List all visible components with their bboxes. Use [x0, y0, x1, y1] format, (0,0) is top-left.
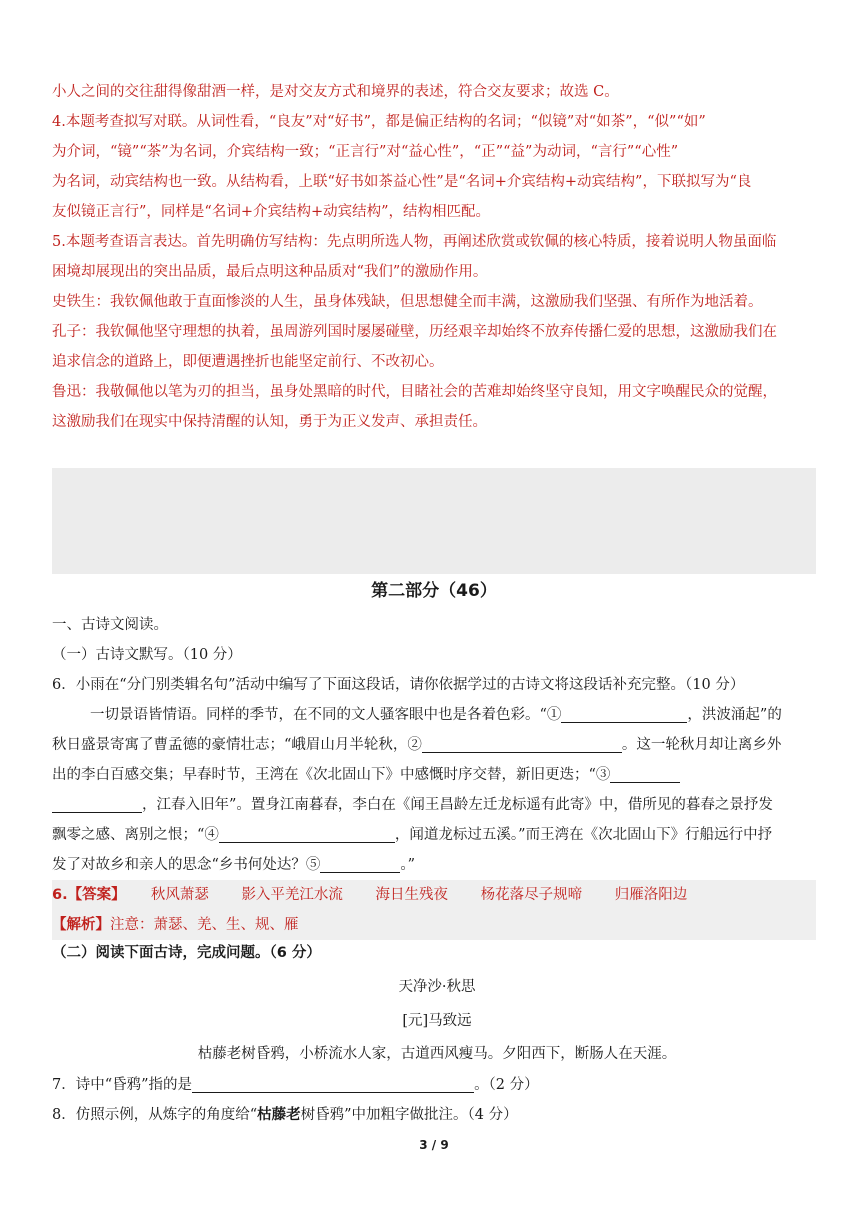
- q5-line-5: 追求信念的道路上，即便遭遇挫折也能坚定前行、不改初心。: [52, 354, 444, 370]
- q7-text: 。（2 分）: [474, 1077, 539, 1093]
- poem-title: 天净沙·秋思: [398, 979, 476, 995]
- blank-4: [219, 824, 395, 843]
- poem-section: [52, 938, 822, 1130]
- q6-text: 发了对故乡和亲人的思念“乡书何处达？⑤: [52, 857, 321, 873]
- q6-para-line-6: [52, 850, 822, 880]
- answer-item: 杨花落尽子规啼: [480, 887, 583, 903]
- q6-analysis-line: [52, 910, 822, 940]
- q8-text: 树昏鸦”中加粗字做批注。（4 分）: [300, 1107, 518, 1123]
- q6-answer-content: [52, 880, 822, 940]
- blank-3a: [610, 764, 680, 783]
- q7-blank: [192, 1074, 474, 1093]
- q6-text: 一切景语皆情语。同样的季节，在不同的文人骚客眼中也是各着色彩。“①: [90, 707, 562, 723]
- q7: [52, 1070, 822, 1100]
- q5-line-4: 孔子：我钦佩他坚守理想的执着，虽周游列国时屡屡碰壁，历经艰辛却始终不放弃传播仁爱的思想，这激励我们在: [52, 324, 777, 340]
- q6-stem: 6．小雨在“分门别类辑名句”活动中编写了下面这段话，请你依据学过的古诗文将这段话补充完整。（10 分）: [52, 677, 745, 693]
- q8-text: 8．仿照示例，从炼字的角度给“: [52, 1107, 258, 1123]
- q5-line-3: 史铁生：我钦佩他敢于直面惨淡的人生，虽身体残缺，但思想健全而丰满，这激励我们坚强、有所作为地活着。: [52, 294, 763, 310]
- sub-heading-1: （一）古诗文默写。（10 分）: [52, 647, 242, 663]
- q8: [52, 1100, 822, 1130]
- q6-text: 秋日盛景寄寓了曹孟德的豪情壮志；“峨眉山月半轮秋，②: [52, 737, 422, 753]
- answer-explanations: [52, 77, 822, 437]
- blank-1: [561, 704, 687, 723]
- q5-line-6: 鲁迅：我敬佩他以笔为刃的担当，虽身处黑暗的时代，目睹社会的苦难却始终坚守良知，用文字唤醒民众的觉醒，: [52, 384, 777, 400]
- sub-heading-2: （二）阅读下面古诗，完成问题。（6 分）: [52, 945, 321, 961]
- q4-line-2: 为介词，“镜”“茶”为名词，介宾结构一致；“正言行”对“益心性”，“正”“益”为动词，“言行”“心性”: [52, 144, 679, 160]
- q7-text: 7．诗中“昏鸦”指的是: [52, 1077, 193, 1093]
- q6-para-line-5: [52, 820, 822, 850]
- q6-para-line-4: [52, 790, 822, 820]
- q6-text: ，江春入旧年”。置身江南暮春，李白在《闻王昌龄左迁龙标遥有此寄》中，借所见的暮春之景抒发: [142, 797, 773, 813]
- poem-text: 枯藤老树昏鸦，小桥流水人家，古道西风瘦马。夕阳西下，断肠人在天涯。: [197, 1046, 677, 1062]
- q4-line-1: 4.本题考查拟写对联。从词性看，“良友”对“好书”，都是偏正结构的名词；“似镜”对“如茶”，“似”“如”: [52, 114, 706, 130]
- q6-para-line-3: [52, 760, 822, 790]
- answer-item: 海日生残夜: [375, 887, 449, 903]
- answer-item: 秋风萧瑟: [150, 887, 209, 903]
- q6-analysis-label: 【解析】: [52, 917, 110, 933]
- q6-answer-line: [52, 880, 822, 910]
- blank-5: [320, 854, 400, 873]
- q4-line-4: 友似镜正言行”，同样是“名词+介宾结构+动宾结构”，结构相匹配。: [52, 204, 491, 220]
- q6-analysis-text: 注意：萧瑟、羌、生、规、雁: [110, 917, 299, 933]
- part-title: 第二部分（46）: [371, 581, 497, 601]
- q8-bold-chars: 枯藤老: [257, 1107, 301, 1123]
- q3-answer-tail: 小人之间的交往甜得像甜酒一样，是对交友方式和境界的表述，符合交友要求；故选 C。: [52, 84, 619, 100]
- blank-3b: [52, 794, 142, 813]
- blank-2: [422, 734, 622, 753]
- gray-placeholder-box: [52, 468, 816, 574]
- answer-item: 归雁洛阳边: [614, 887, 688, 903]
- q5-line-2: 困境却展现出的突出品质，最后点明这种品质对“我们”的激励作用。: [52, 264, 488, 280]
- page-number: 3 / 9: [419, 1138, 449, 1152]
- q6-text: ，洪波涌起”的: [687, 707, 782, 723]
- section-heading: 一、古诗文阅读。: [52, 617, 168, 633]
- part2-content: [52, 610, 822, 880]
- q6-text: 飘零之感、离别之恨；“④: [52, 827, 219, 843]
- q6-text: 。这一轮秋月却让离乡外: [621, 737, 782, 753]
- q5-line-7: 这激励我们在现实中保持清醒的认知，勇于为正义发声、承担责任。: [52, 414, 487, 430]
- q6-text: 。”: [400, 857, 416, 873]
- q6-para-line-1: [52, 700, 822, 730]
- q6-text: 出的李白百感交集；早春时节，王湾在《次北固山下》中感慨时序交替，新旧更迭；“③: [52, 767, 611, 783]
- q6-para-line-2: [52, 730, 822, 760]
- q6-text: ，闻道龙标过五溪。”而王湾在《次北固山下》行船远行中抒: [394, 827, 773, 843]
- q6-answer-label: 6.【答案】: [52, 887, 126, 903]
- answer-item: 影入平羌江水流: [241, 887, 343, 903]
- poem-author: [元]马致远: [402, 1013, 472, 1029]
- q4-line-3: 为名词，动宾结构也一致。从结构看，上联“好书如茶益心性”是“名词+介宾结构+动宾结构”，下联拟写为“良: [52, 174, 752, 190]
- q5-line-1: 5.本题考查语言表达。首先明确仿写结构：先点明所选人物，再阐述欣赏或钦佩的核心特质，接着说明人物虽面临: [52, 234, 777, 250]
